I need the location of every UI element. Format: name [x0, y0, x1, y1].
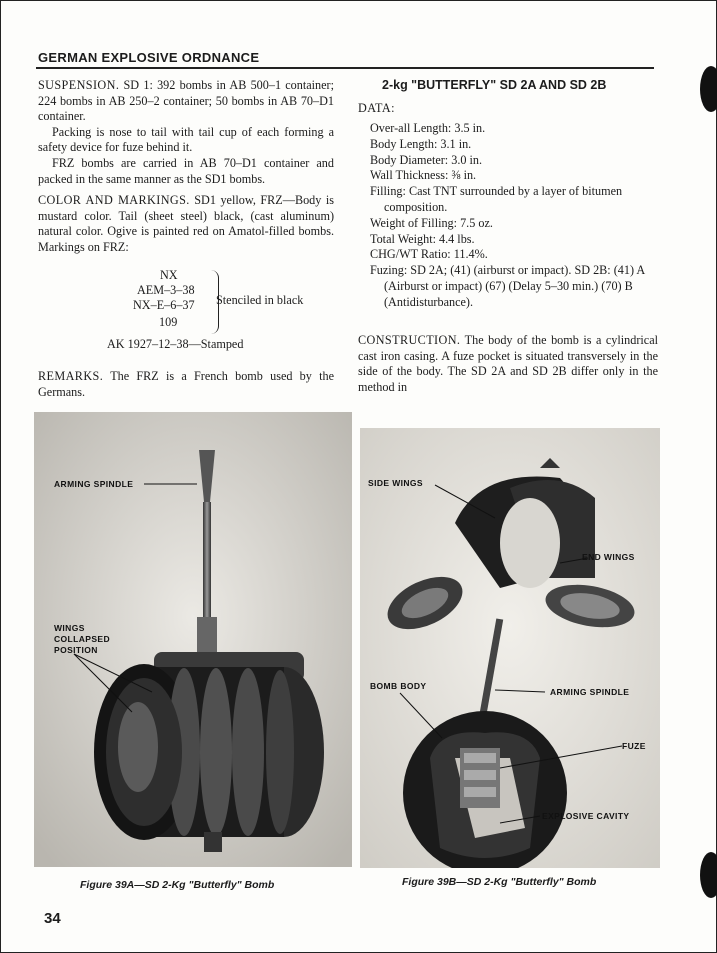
figure-39a-caption: Figure 39A—SD 2-Kg "Butterfly" Bomb	[80, 879, 275, 891]
label-wings: WINGS	[54, 623, 85, 633]
data-item: Filling: Cast TNT surrounded by a layer of bitumen composition.	[370, 184, 623, 214]
figure-39a-photo	[34, 412, 352, 867]
left-column	[38, 78, 334, 256]
label-position: POSITION	[54, 645, 98, 655]
running-header: GERMAN EXPLOSIVE ORDNANCE	[38, 50, 260, 65]
figure-39b-photo	[360, 428, 660, 868]
label-arming-spindle: ARMING SPINDLE	[550, 687, 630, 697]
construction-paragraph	[358, 333, 658, 395]
section-title: 2-kg "BUTTERFLY" SD 2A AND SD 2B	[382, 78, 607, 92]
data-item: Weight of Filling: 7.5 oz.	[370, 215, 493, 230]
data-item: Wall Thickness: ⅜ in.	[370, 168, 477, 183]
color-paragraph	[38, 193, 334, 255]
suspension-heading: SUSPENSION.	[38, 78, 120, 92]
marking-line: NX	[160, 268, 178, 282]
suspension-text: SD 1: 392 bombs in AB 500–1 container; 224 bombs in AB 250–2 container; 50 bombs in AB 70–D1 container.	[38, 78, 335, 124]
page-number: 34	[44, 910, 61, 927]
header-rule	[36, 67, 654, 69]
stenciled-note: Stenciled in black	[216, 293, 304, 307]
binder-hole-bottom	[700, 852, 717, 898]
label-collapsed: COLLAPSED	[54, 634, 111, 644]
color-heading: COLOR AND MARKINGS.	[38, 193, 190, 208]
data-item: Over-all Length: 3.5 in.	[370, 121, 486, 135]
data-item: Body Length: 3.1 in.	[370, 136, 472, 151]
data-item: Fuzing: SD 2A; (41) (airburst or impact). SD 2B: (41) A (Airburst or impact) (67) (Delay 5–30 min.) (70) B (Antidisturbance).	[370, 263, 645, 309]
color-text: SD1 yellow, FRZ—Body is mustard color. Tail (sheet steel) black, (cast aluminum) natural color. Ogive is painted red on Amatol-filled bombs. Markings on FRZ:	[38, 193, 334, 254]
figure-39b-caption: Figure 39B—SD 2-Kg "Butterfly" Bomb	[402, 876, 597, 888]
label-bomb-body: BOMB BODY	[370, 681, 427, 691]
data-list	[370, 121, 656, 311]
construction-heading: CONSTRUCTION.	[358, 333, 461, 347]
remarks-heading: REMARKS.	[38, 369, 104, 383]
marking-line: NX–E–6–37	[133, 298, 195, 312]
frz-paragraph: FRZ bombs are carried in AB 70–D1 container and packed in the same manner as the SD1 bombs.	[38, 155, 334, 186]
data-heading: DATA:	[358, 101, 395, 115]
binder-hole-top	[700, 66, 717, 112]
label-side-wings: SIDE WINGS	[368, 478, 424, 488]
label-fuze: FUZE	[622, 741, 646, 751]
marking-line: AEM–3–38	[137, 283, 195, 297]
remarks-paragraph	[38, 369, 334, 400]
data-item: Body Diameter: 3.0 in.	[370, 152, 483, 167]
label-explosive-cavity: EXPLOSIVE CAVITY	[542, 811, 630, 821]
stamped-line: AK 1927–12–38—Stamped	[107, 337, 244, 351]
label-arming-spindle: ARMING SPINDLE	[54, 479, 134, 489]
frz-markings	[100, 268, 340, 338]
data-item: CHG/WT Ratio: 11.4%.	[370, 247, 488, 262]
data-item: Total Weight: 4.4 lbs.	[370, 231, 475, 246]
butterfly-bomb-armed-illustration	[360, 428, 660, 868]
construction-text: The body of the bomb is a cylindrical cast iron casing. A fuze pocket is situated transversely in the side of the body. The SD 2A and SD 2B differ only in the method in	[358, 333, 659, 394]
label-end-wings: END WINGS	[582, 552, 635, 562]
packing-paragraph: Packing is nose to tail with tail cup of each forming a safety device for fuze behind it.	[38, 124, 334, 155]
suspension-paragraph	[38, 78, 334, 125]
remarks-text: The FRZ is a French bomb used by the Germans.	[38, 369, 335, 399]
marking-line: 109	[159, 315, 178, 329]
